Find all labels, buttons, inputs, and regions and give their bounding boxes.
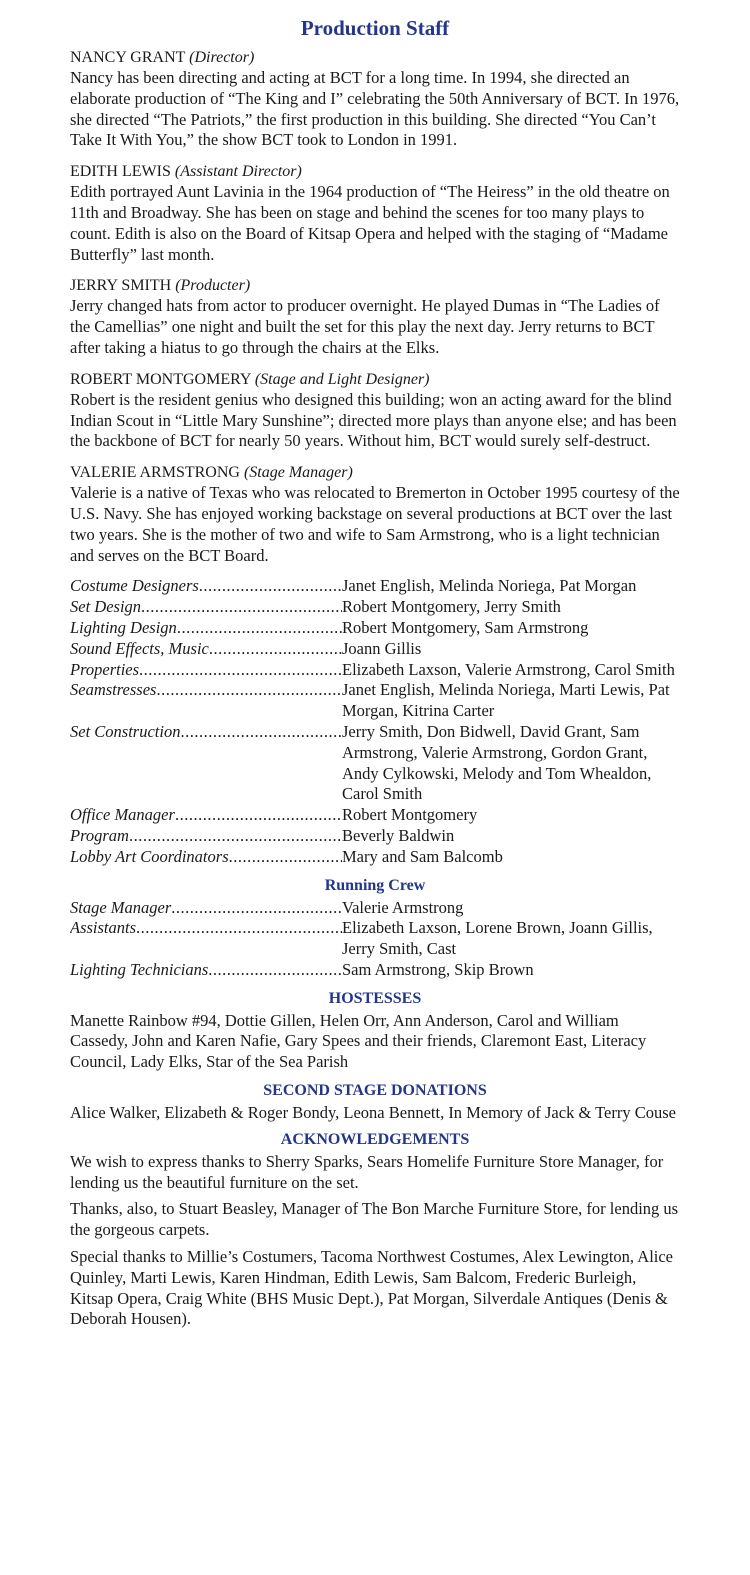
bio-text: Robert is the resident genius who designed this building; won an acting award for the blind Indian Scout in “Little Mary Sunshine”; directed more plays than anyone else; and has been the backbone of BCT for nearly 50 years. Without him, BCT would surely self-destruct.: [70, 389, 677, 451]
bio-name: EDITH LEWIS: [70, 163, 171, 181]
credit-names: Elizabeth Laxson, Lorene Brown, Joann Gillis, Jerry Smith, Cast: [342, 918, 653, 959]
bio-name: JERRY SMITH: [70, 277, 172, 295]
bio-heading: [70, 369, 680, 390]
credit-role: Lighting Technicians: [70, 959, 209, 979]
bio-name: ROBERT MONTGOMERY: [70, 370, 251, 388]
credit-row: [70, 960, 680, 981]
donations-heading: SECOND STAGE DONATIONS: [263, 1082, 487, 1100]
bio-valerie-armstrong: [70, 462, 680, 566]
credit-role: Lobby Art Coordinators: [70, 846, 229, 866]
credit-role: Stage Manager: [70, 897, 172, 917]
credit-row: [70, 918, 680, 960]
running-crew-list: [70, 898, 680, 981]
bio-role: (Producter): [175, 277, 251, 295]
credit-role: Properties: [70, 659, 140, 679]
credit-row: [70, 722, 680, 805]
acknowledgement-paragraph: We wish to express thanks to Sherry Sparks, Sears Homelife Furniture Store Manager, for lending us the beautiful furniture on the set.: [70, 1151, 664, 1192]
bio-heading: [70, 47, 680, 68]
credit-names: Sam Armstrong, Skip Brown: [342, 959, 534, 979]
bio-jerry-smith: [70, 275, 680, 358]
credit-row: [70, 618, 680, 639]
page-title: Production Staff: [300, 16, 450, 40]
running-crew-section: [70, 876, 680, 981]
credit-names: Robert Montgomery, Sam Armstrong: [342, 617, 589, 637]
bio-role: (Assistant Director): [174, 163, 302, 181]
bio-role: (Stage Manager): [243, 464, 353, 482]
credit-role: Assistants: [70, 918, 137, 938]
credit-row: [70, 639, 680, 660]
credit-names: Beverly Baldwin: [342, 825, 455, 845]
credit-role: Program: [70, 825, 129, 845]
credit-row: [70, 898, 680, 919]
bio-name: NANCY GRANT: [70, 49, 186, 66]
credit-names: Valerie Armstrong: [342, 897, 464, 917]
bio-name: VALERIE ARMSTRONG: [70, 464, 240, 482]
bio-heading: [70, 275, 680, 296]
acknowledgements-heading: ACKNOWLEDGEMENTS: [280, 1130, 470, 1148]
credit-names: Janet English, Melinda Noriega, Marti Lewis, Pat Morgan, Kitrina Carter: [342, 680, 670, 721]
credit-names: Janet English, Melinda Noriega, Pat Morgan: [342, 576, 637, 596]
credit-names: Mary and Sam Balcomb: [342, 846, 503, 866]
bio-nancy-grant: [70, 47, 680, 151]
credit-names: Elizabeth Laxson, Valerie Armstrong, Carol Smith: [342, 659, 675, 679]
credit-names: Joann Gillis: [342, 638, 422, 658]
credit-role: Lighting Design: [70, 617, 177, 637]
credit-row: [70, 847, 680, 868]
hostesses-heading: HOSTESSES: [328, 989, 422, 1007]
credit-row: [70, 660, 680, 681]
bio-text: Jerry changed hats from actor to producer overnight. He played Dumas in “The Ladies of the Camellias” one night and built the set for this play the next day. Jerry returns to BCT after taking a hiatus to go through the chairs at the Elks.: [70, 296, 660, 357]
bio-text: Edith portrayed Aunt Lavinia in the 1964 production of “The Heiress” in the old theatre on 11th and Broadway. She has been on stage and behind the scenes for too many plays to count. Edith is also on the Board of Kitsap Opera and helped with the staging of “Madame Butterfly” last month.: [70, 182, 670, 264]
credit-role: Set Design: [70, 597, 142, 617]
acknowledgements-section: [70, 1130, 680, 1330]
credit-row: [70, 805, 680, 826]
credit-names: Robert Montgomery, Jerry Smith: [342, 597, 561, 617]
bio-text: Valerie is a native of Texas who was relocated to Bremerton in October 1995 courtesy of the U.S. Navy. She has enjoyed working backstage on several productions at BCT over the last two years. She is the mother of two and wife to Sam Armstrong, who is a light technician and serves on the BCT Board.: [70, 483, 680, 565]
hostesses-section: [70, 989, 680, 1073]
donations-section: [70, 1081, 680, 1124]
bio-role: (Director): [189, 49, 255, 66]
credit-row: [70, 576, 680, 597]
bio-edith-lewis: [70, 161, 680, 265]
credit-role: Seamstresses: [70, 680, 157, 700]
bio-role: (Stage and Light Designer): [254, 370, 430, 388]
credit-role: Office Manager: [70, 805, 175, 825]
donations-text: Alice Walker, Elizabeth & Roger Bondy, Leona Bennett, In Memory of Jack & Terry Couse: [70, 1103, 676, 1123]
credits-list: [70, 576, 680, 867]
credit-row: [70, 680, 680, 722]
credit-names: Jerry Smith, Don Bidwell, David Grant, Sam Armstrong, Valerie Armstrong, Gordon Grant, Andy Cylkowski, Melody and Tom Whealdon, Carol Smith: [342, 721, 652, 804]
bio-list: [70, 47, 680, 566]
credit-row: [70, 597, 680, 618]
credit-names: Robert Montgomery: [342, 805, 478, 825]
credit-role: Costume Designers: [70, 576, 199, 596]
bio-heading: [70, 161, 680, 182]
credit-role: Set Construction: [70, 721, 181, 741]
credit-row: [70, 826, 680, 847]
bio-heading: [70, 462, 680, 483]
bio-robert-montgomery: [70, 369, 680, 452]
acknowledgement-paragraph: Special thanks to Millie’s Costumers, Tacoma Northwest Costumes, Alex Lewington, Alice Quinley, Marti Lewis, Karen Hindman, Edith Lewis, Sam Balcom, Frederic Burleigh, Kitsap Opera, Craig White (BHS Music Dept.), Pat Morgan, Silverdale Antiques (Denis & Deborah Housen).: [70, 1247, 674, 1329]
running-crew-heading: Running Crew: [324, 876, 426, 894]
acknowledgement-paragraph: Thanks, also, to Stuart Beasley, Manager of The Bon Marche Furniture Store, for lending us the gorgeous carpets.: [70, 1199, 679, 1240]
hostesses-text: Manette Rainbow #94, Dottie Gillen, Helen Orr, Ann Anderson, Carol and William Cassedy, John and Karen Nafie, Gary Spees and their friends, Claremont East, Literacy Council, Lady Elks, Star of the Sea Parish: [70, 1010, 647, 1072]
bio-text: Nancy has been directing and acting at BCT for a long time. In 1994, she directed an elaborate production of “The King and I” celebrating the 50th Anniversary of BCT. In 1976, she directed “The Patriots,” the first production in this building. She directed “You Can’t Take It With You,” the show BCT took to London in 1991.: [70, 68, 680, 150]
credit-role: Sound Effects, Music: [70, 638, 209, 658]
